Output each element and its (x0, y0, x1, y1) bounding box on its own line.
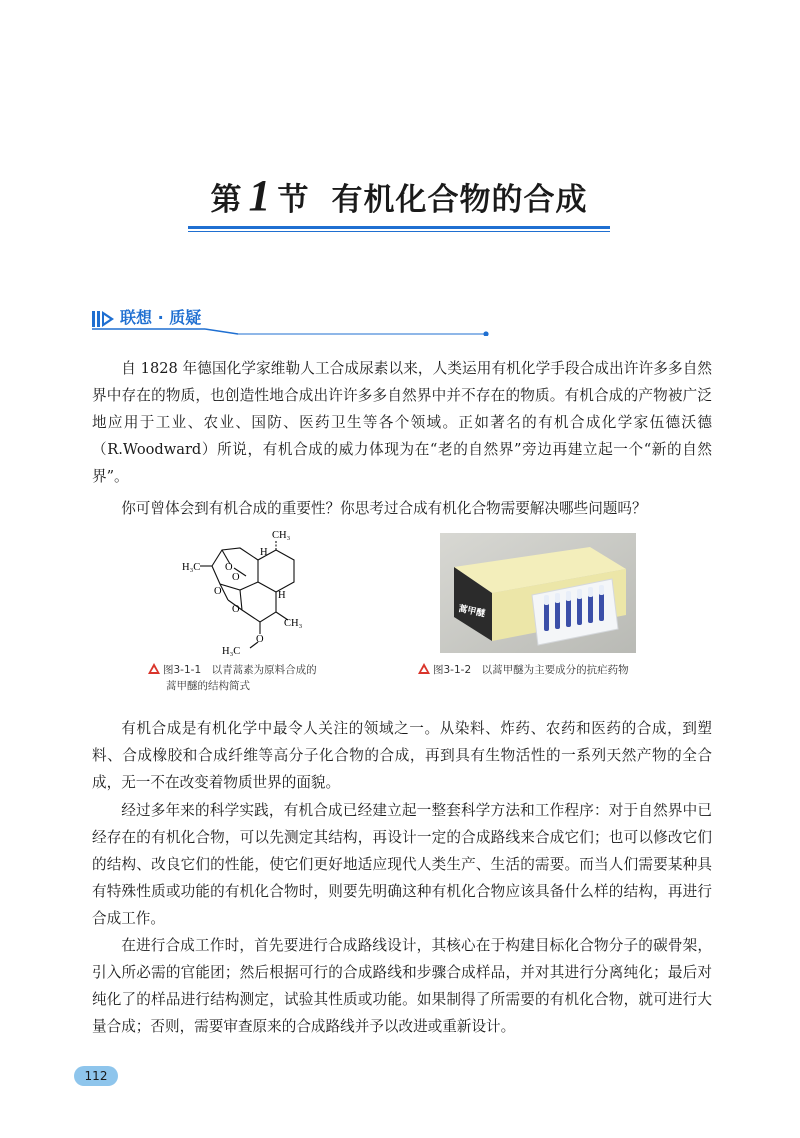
label-o-2: O (232, 572, 240, 583)
label-o-bottom: O (256, 634, 264, 645)
title-prefix: 第 (210, 182, 243, 218)
label-ch3-top: CH₃ (272, 530, 291, 541)
label-o-1: O (225, 562, 233, 573)
section-underline (0, 326, 800, 336)
title-underline-thin (188, 231, 610, 232)
paragraph-synthesis-steps: 在进行合成工作时，首先要进行合成路线设计，其核心在于构建目标化合物分子的碳骨架，引入所必需的官能团；然后根据可行的合成路线和步骤合成样品，并对其进行分离纯化；最后对纯化了的样品进行结构测定，试验其性质或功能。如果制得了所需要的有机化合物，就可进行大量合成；否则，需要审查原来的合成路线并予以改进或重新设计。 (92, 937, 712, 1035)
caption-triangle-icon (148, 663, 160, 674)
title-underline-thick (188, 226, 610, 229)
medicine-box-photo (440, 533, 636, 653)
paragraph-methodology: 经过多年来的科学实践，有机合成已经建立起一整套科学方法和工作程序：对于自然界中已经存在的有机化合物，可以先测定其结构，再设计一定的合成路线来合成它们；也可以修改它们的结构、改良它们的性能，使它们更好地适应现代人类生产、生活的需要。而当人们需要某种具有特殊性质或功能的有机化合物时，则要先明确这种有机化合物应该具备什么样的结构，再进行合成工作。 (92, 802, 712, 927)
figure1-caption-line2: 蒿甲醚的结构简式 (166, 680, 250, 692)
label-o-3: O (214, 586, 222, 597)
label-ch3-right: CH₃ (284, 618, 303, 629)
label-h-top: H (260, 547, 268, 558)
figure2-caption-text: 图3-1-2 以蒿甲醚为主要成分的抗疟药物 (433, 664, 629, 676)
section-title (188, 168, 610, 224)
section-label: 联想 · 质疑 (120, 308, 202, 327)
artemether-structure-diagram (168, 528, 328, 658)
figure1-caption-line1: 图3-1-1 以青蒿素为原料合成的 (163, 664, 317, 676)
title-text: 有机化合物的合成 (331, 182, 588, 218)
page-number: 112 (74, 1066, 118, 1086)
paragraph-field-importance: 有机合成是有机化学中最令人关注的领域之一。从染料、炸药、农药和医药的合成，到塑料、合成橡胶和合成纤维等高分子化合物的合成，再到具有生物活性的一系列天然产物的全合成，无一不在改变着物质世界的面貌。 (92, 720, 712, 791)
figure2-caption (418, 662, 718, 678)
label-h-mid: H (278, 590, 286, 601)
box-label: 蒿甲醚 (457, 604, 486, 620)
label-o-4: O (232, 604, 240, 615)
caption-triangle-icon (418, 663, 430, 674)
figure1-caption (148, 662, 388, 694)
title-number: 1 (248, 171, 272, 220)
paragraph-intro: 自 1828 年德国化学家维勒人工合成尿素以来，人类运用有机化学手段合成出许许多多自然界中存在的物质，也创造性地合成出许许多多自然界中并不存在的物质。有机合成的产物被广泛地应用于工业、农业、国防、医药卫生等各个领域。正如著名的有机合成化学家伍德沃德（R.Woodward）所说，有机合成的威力体现为在“老的自然界”旁边再建立起一个“新的自然界”。 (92, 360, 712, 485)
title-suffix: 节 (277, 182, 310, 218)
label-h3c-left: H₃C (182, 562, 201, 573)
paragraph-question: 你可曾体会到有机合成的重要性？你思考过合成有机化合物需要解决哪些问题吗？ (121, 500, 647, 517)
label-h3c-bottom: H₃C (222, 646, 241, 657)
